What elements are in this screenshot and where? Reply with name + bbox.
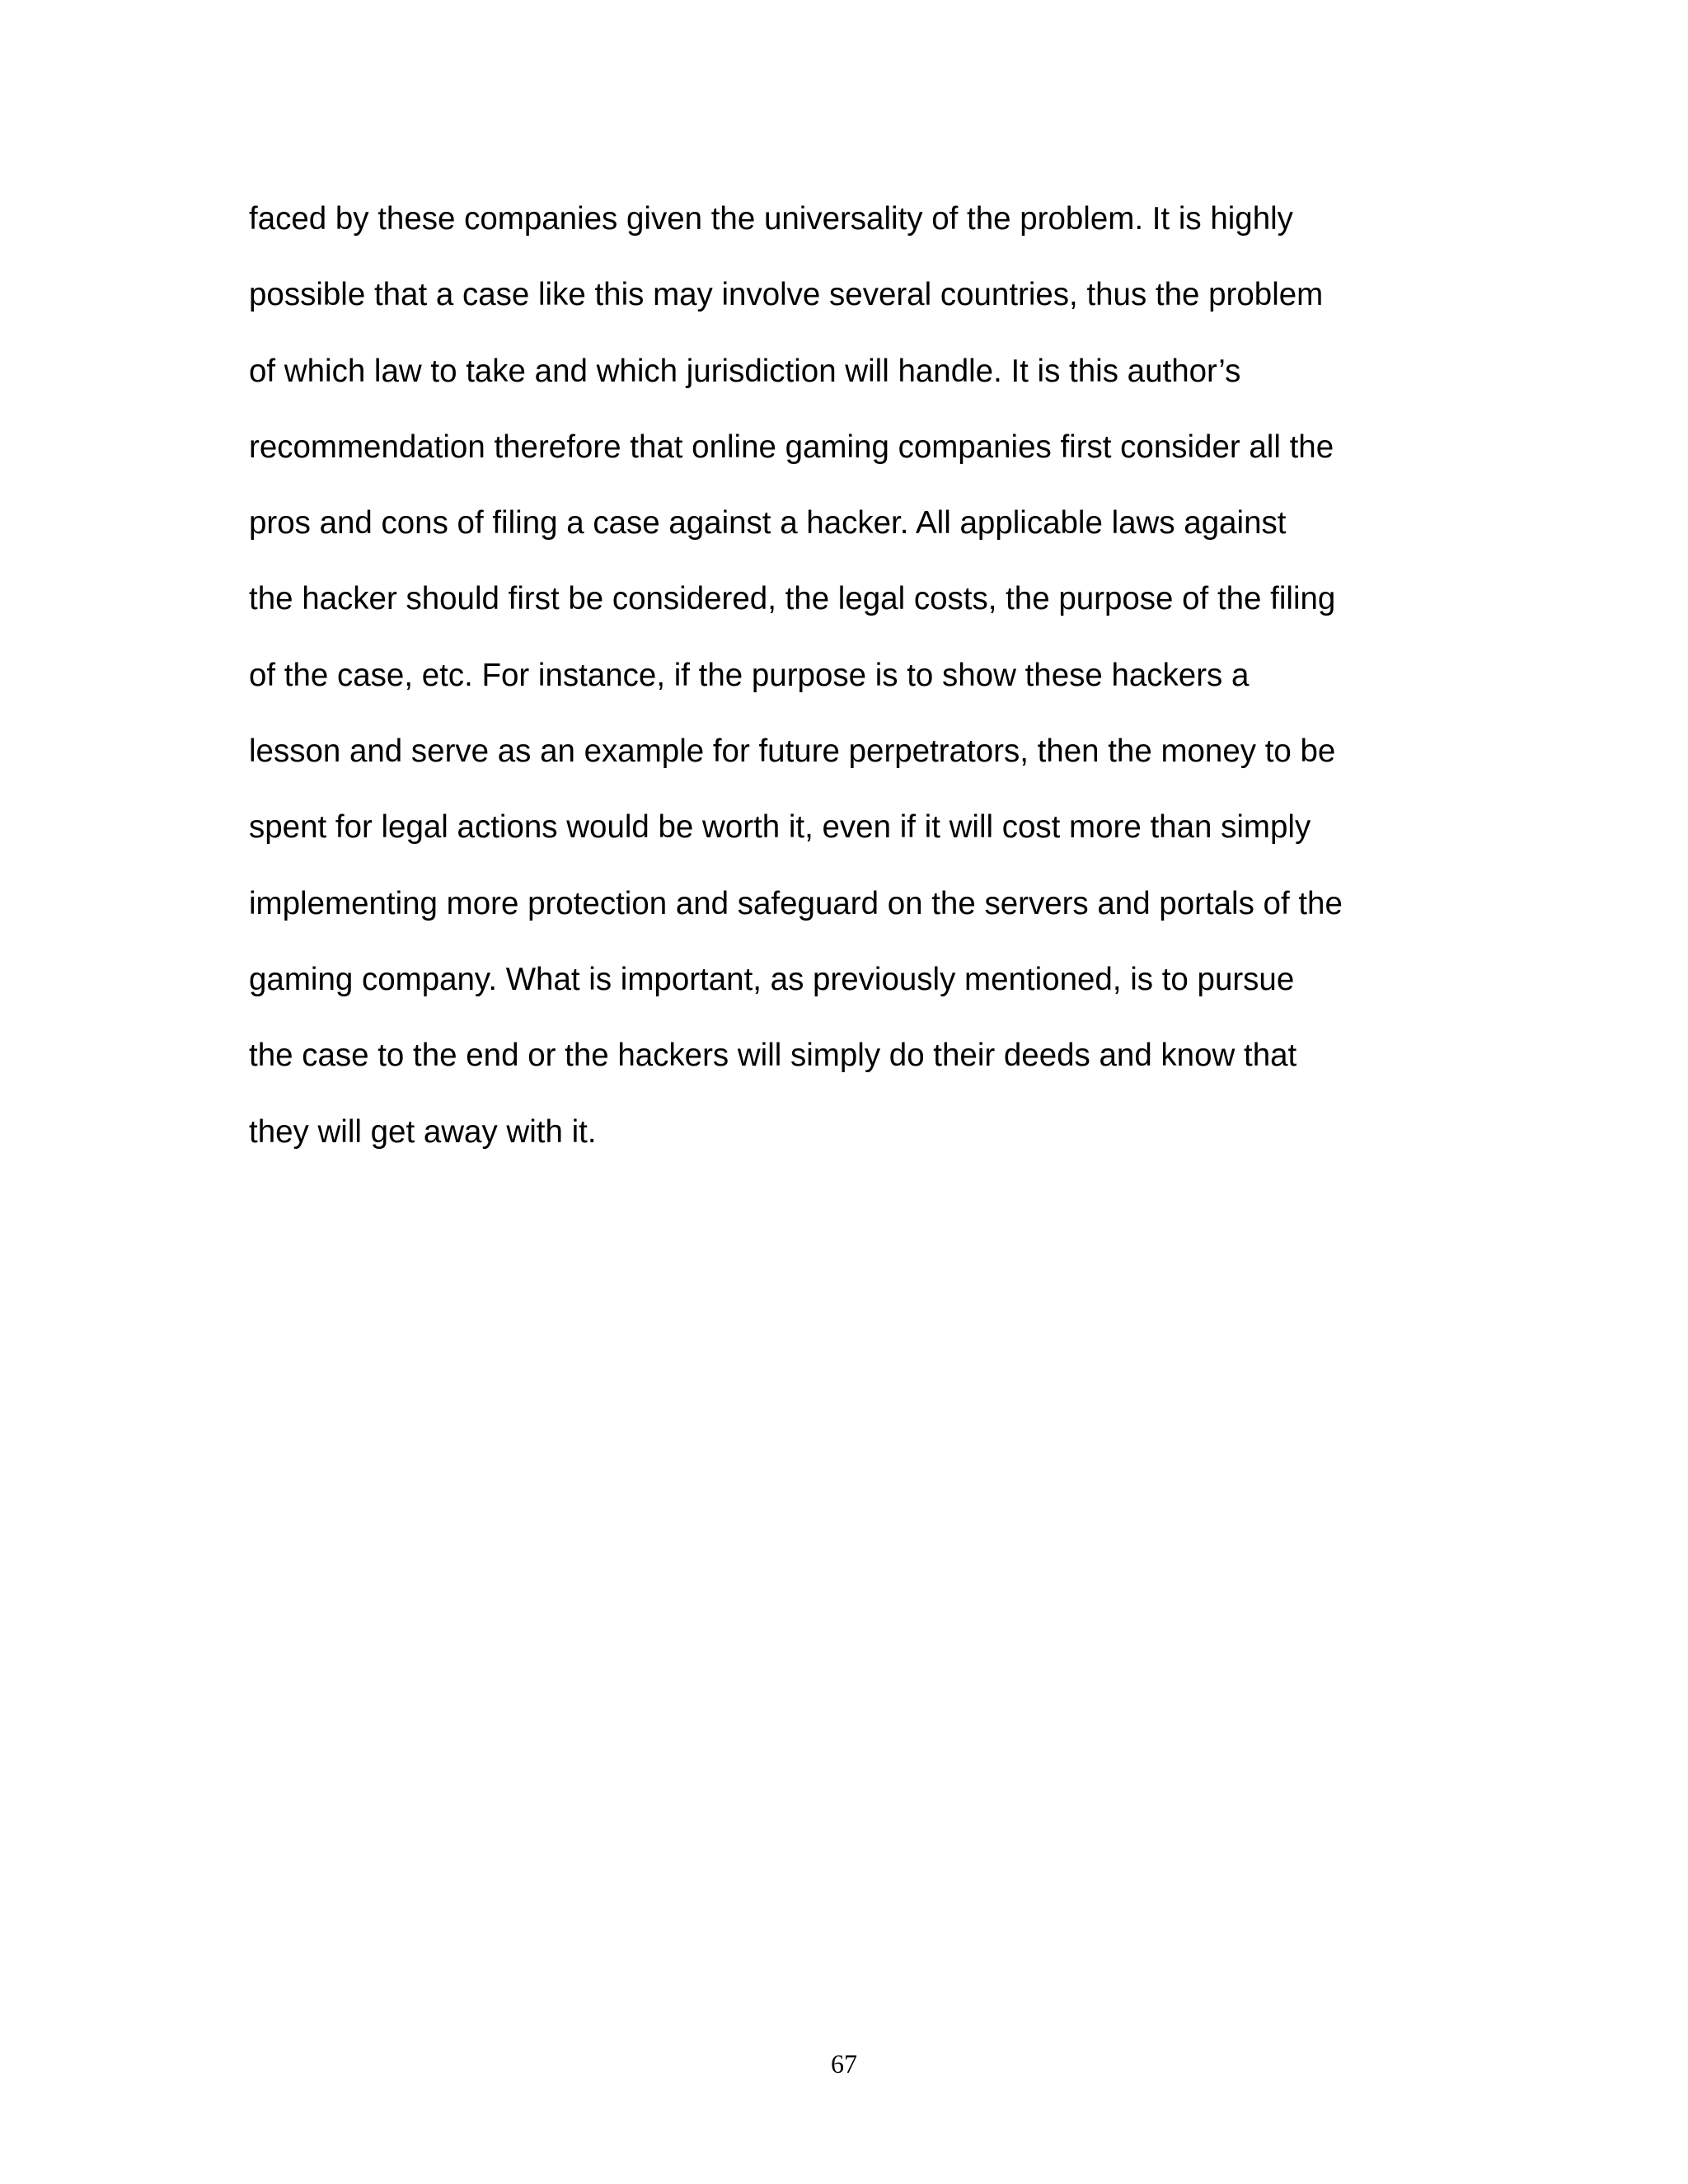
page-number: 67 [831, 2049, 857, 2079]
text-line: lesson and serve as an example for future perpetrators, then the money to be [249, 733, 1336, 770]
text-line: recommendation therefore that online gaming companies first consider all the [249, 429, 1334, 465]
text-line: the case to the end or the hackers will simply do their deeds and know that [249, 1038, 1297, 1074]
text-line: possible that a case like this may involve several countries, thus the problem [249, 277, 1324, 313]
text-line: they will get away with it. [249, 1113, 597, 1150]
text-line: of which law to take and which jurisdiction will handle. It is this author’s [249, 353, 1241, 389]
body-paragraph [249, 190, 1419, 1179]
text-line: the hacker should first be considered, the legal costs, the purpose of the filing [249, 581, 1336, 617]
text-line: gaming company. What is important, as previously mentioned, is to pursue [249, 961, 1295, 997]
text-line: implementing more protection and safeguard on the servers and portals of the [249, 885, 1343, 921]
text-line: of the case, etc. For instance, if the purpose is to show these hackers a [249, 657, 1250, 693]
text-line: pros and cons of filing a case against a hacker. All applicable laws against [249, 505, 1287, 541]
text-line: faced by these companies given the universality of the problem. It is highly [249, 201, 1293, 237]
text-line: spent for legal actions would be worth it, even if it will cost more than simply [249, 809, 1311, 846]
